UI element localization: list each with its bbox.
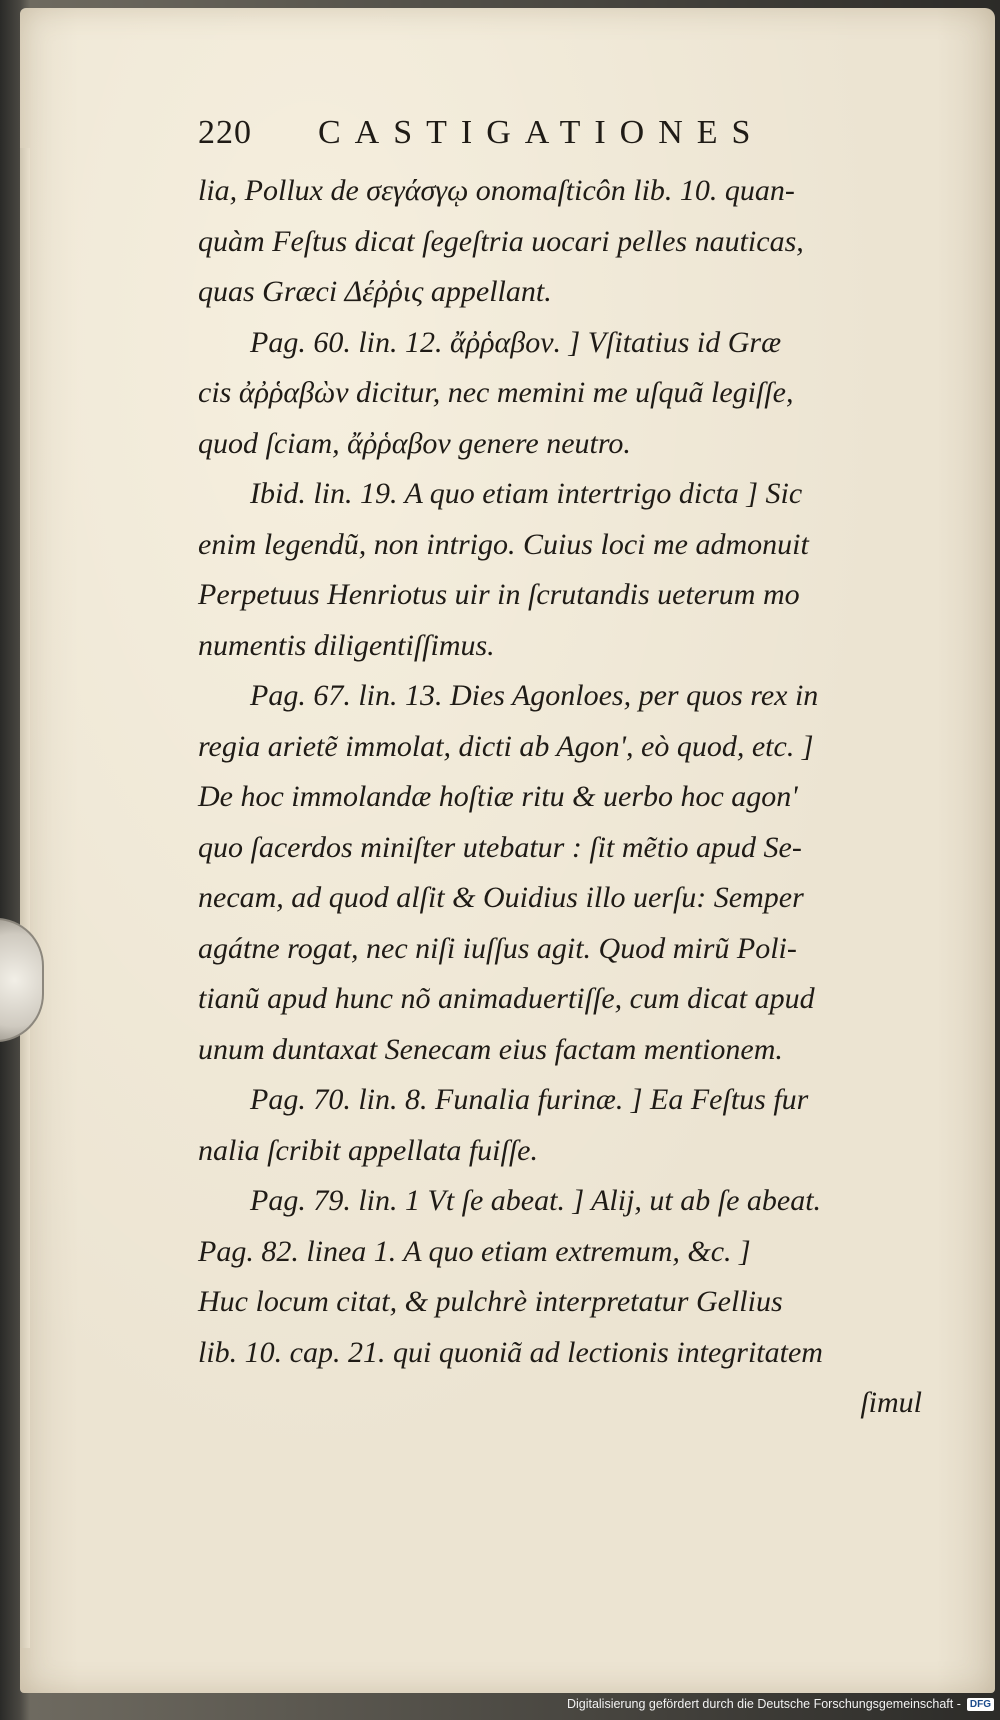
text-line: lib. 10. cap. 21. qui quoniã ad lectionis integritatem [198, 1335, 823, 1369]
page-header [198, 108, 928, 166]
text-line: De hoc immolandæ hoſtiæ ritu & uerbo hoc agon' [198, 780, 798, 813]
text-line: quod ſciam, ἄῤῥαβον genere neutro. [198, 426, 631, 460]
text-line: cis ἀῤῥαβὼν dicitur, nec memini me uſquã legiſſe, [198, 376, 794, 409]
page-number: 220 [198, 114, 252, 151]
text-line: unum duntaxat Senecam eius factam mentionem. [198, 1032, 783, 1066]
page-edge [20, 148, 30, 1648]
text-line: Pag. 79. lin. 1 Vt ſe abeat. ] Alij, ut ab ſe abeat. [250, 1184, 822, 1217]
text-line: numentis diligentiſſimus. [198, 628, 495, 662]
book-page [20, 8, 995, 1693]
text-line: agátne rogat, nec niſi iuſſus agit. Quod mirũ Poli- [198, 931, 797, 965]
text-line: Pag. 82. linea 1. A quo etiam extremum, &c. ] [198, 1234, 751, 1268]
text-line: Pag. 60. lin. 12. ἄῤῥαβον. ] Vſitatius id Græ [250, 325, 782, 359]
text-line: Ibid. lin. 19. A quo etiam intertrigo dicta ] Sic [250, 477, 803, 510]
catchword: ſimul [860, 1386, 922, 1419]
text-line: lia, Pollux de σεγάσγῳ onomaſticôn lib. 10. quan- [198, 174, 795, 207]
text-line: quas Græci Δέῤῥις appellant. [198, 275, 552, 308]
text-line: enim legendũ, non intrigo. Cuius loci me admonuit [198, 527, 809, 561]
text-line: quàm Feſtus dicat ſegeſtria uocari pelles nauticas, [198, 224, 804, 258]
text-line: quo ſacerdos miniſter utebatur : ſit mẽtio apud Se- [198, 830, 802, 864]
text-line: necam, ad quod alſit & Ouidius illo uerſu: Semper [198, 881, 804, 914]
credit-text: Digitalisierung gefördert durch die Deutsche Forschungsgemeinschaft - [566, 1697, 961, 1711]
text-line: tianũ apud hunc nõ animaduertiſſe, cum dicat apud [198, 982, 815, 1015]
text-line: Perpetuus Henriotus uir in ſcrutandis ueterum mo [198, 578, 800, 611]
digitization-credit [567, 1694, 994, 1714]
text-line: Pag. 70. lin. 8. Funalia furinæ. ] Ea Feſtus fur [250, 1083, 809, 1116]
text-line: Pag. 67. lin. 13. Dies Agonloes, per quos rex in [250, 679, 819, 712]
text-block [198, 108, 928, 1429]
text-line: nalia ſcribit appellata fuiſſe. [198, 1133, 538, 1167]
running-head: CASTIGATIONES [318, 114, 765, 151]
dfg-logo-badge: DFG [967, 1698, 994, 1711]
body-text [198, 166, 928, 1378]
text-line: regia arietẽ immolat, dicti ab Agon', eò quod, etc. ] [198, 729, 814, 763]
text-line: Huc locum citat, & pulchrè interpretatur Gellius [198, 1285, 783, 1318]
